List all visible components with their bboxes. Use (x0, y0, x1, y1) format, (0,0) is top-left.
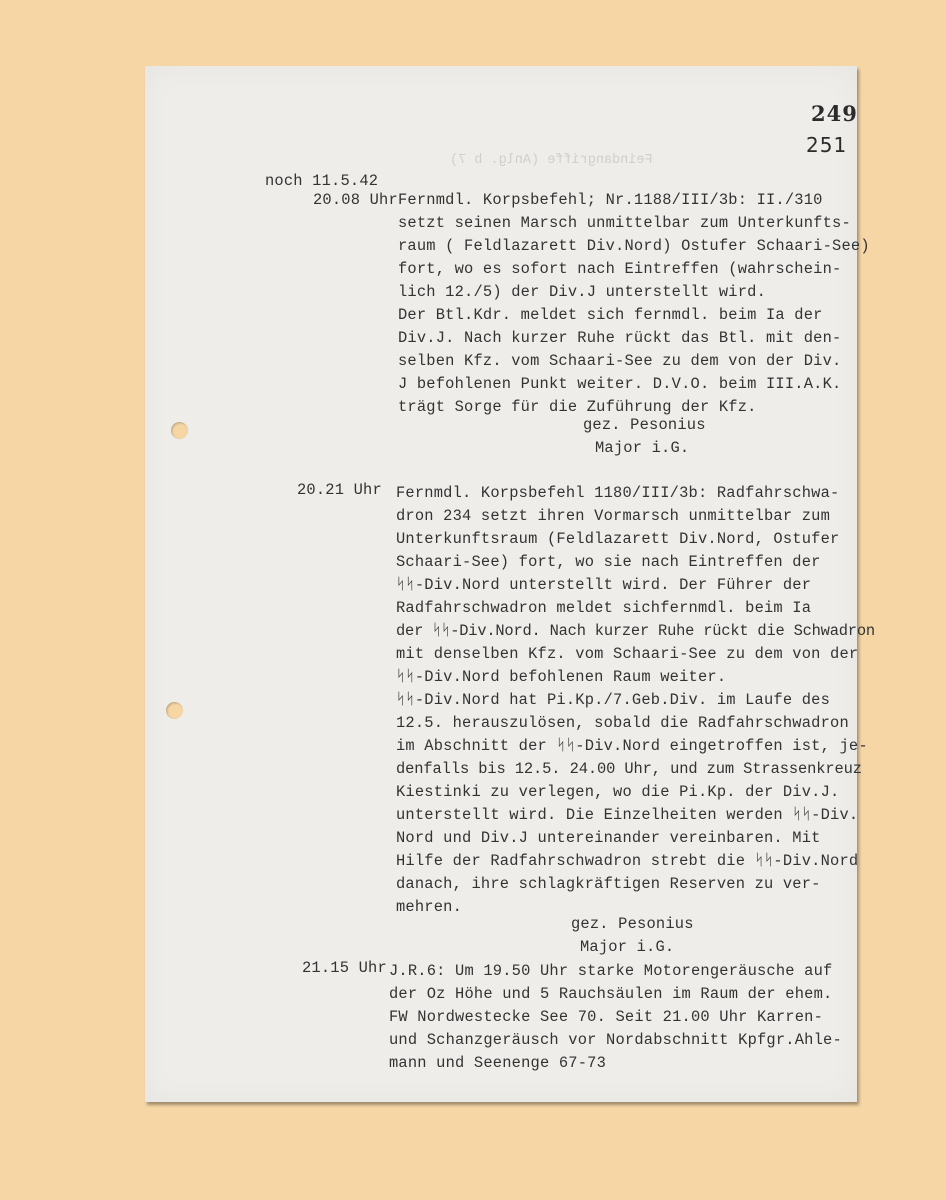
entry-line: selben Kfz. vom Schaari-See zu dem von der Div. (398, 352, 842, 370)
entry-line: Der Btl.Kdr. meldet sich fernmdl. beim Ia der (398, 306, 823, 324)
entry-line: mit denselben Kfz. vom Schaari-See zu dem von der (396, 645, 859, 663)
entry-line: fort, wo es sofort nach Eintreffen (wahrschein- (398, 260, 842, 278)
entry-line: mann und Seenenge 67-73 (389, 1054, 607, 1072)
entry-line: lich 12./5) der Div.J unterstellt wird. (398, 283, 766, 301)
punch-hole-lower (166, 702, 183, 719)
entry-line: raum ( Feldlazarett Div.Nord) Ostufer Schaari-See) (398, 237, 870, 255)
signature-rank: Major i.G. (595, 439, 690, 457)
entry-time: 20.21 Uhr (297, 481, 382, 499)
entry-line: setzt seinen Marsch unmittelbar zum Unterkunfts- (398, 214, 851, 232)
entry-line: danach, ihre schlagkräftigen Reserven zu ver- (396, 875, 821, 893)
entry-line: Radfahrschwadron meldet sichfernmdl. beim Ia (396, 599, 812, 617)
page-number-written: 251 (806, 133, 848, 157)
entry-line: FW Nordwestecke See 70. Seit 21.00 Uhr Karren- (389, 1008, 824, 1026)
signature-name: gez. Pesonius (583, 416, 706, 434)
entry-line: Unterkunftsraum (Feldlazarett Div.Nord, Ostufer (396, 530, 840, 548)
entry-line: trägt Sorge für die Zuführung der Kfz. (398, 398, 757, 416)
entry-time: 21.15 Uhr (302, 959, 387, 977)
entry-line: Nord und Div.J untereinander vereinbaren. Mit (396, 829, 821, 847)
entry-line: dron 234 setzt ihren Vormarsch unmittelbar zum (396, 507, 831, 525)
entry-line: ᛋᛋ-Div.Nord befohlenen Raum weiter. (396, 668, 727, 686)
entry-line: und Schanzgeräusch vor Nordabschnitt Kpfgr.Ahle- (389, 1031, 842, 1049)
entry-line: Fernmdl. Korpsbefehl; Nr.1188/III/3b: II./310 (398, 191, 823, 209)
entry-line: unterstellt wird. Die Einzelheiten werden ᛋᛋ-Div. (396, 806, 859, 824)
date-heading: noch 11.5.42 (265, 172, 379, 190)
entry-line: der Oz Höhe und 5 Rauchsäulen im Raum der ehem. (389, 985, 833, 1003)
entry-line: der ᛋᛋ-Div.Nord. Nach kurzer Ruhe rückt die Schwadron (396, 622, 875, 640)
entry-line: denfalls bis 12.5. 24.00 Uhr, und zum Strassenkreuz (396, 760, 862, 778)
entry-line: Schaari-See) fort, wo sie nach Eintreffen der (396, 553, 821, 571)
entry-line: ᛋᛋ-Div.Nord unterstellt wird. Der Führer der (396, 576, 812, 594)
entry-line: Div.J. Nach kurzer Ruhe rückt das Btl. mit den- (398, 329, 842, 347)
signature-rank: Major i.G. (580, 938, 675, 956)
entry-line: im Abschnitt der ᛋᛋ-Div.Nord eingetroffen ist, je- (396, 737, 868, 755)
page-number-stamped: 249 (811, 101, 858, 126)
entry-line: J befohlenen Punkt weiter. D.V.O. beim III.A.K. (398, 375, 842, 393)
entry-line: mehren. (396, 898, 463, 916)
entry-line: Kiestinki zu verlegen, wo die Pi.Kp. der Div.J. (396, 783, 840, 801)
punch-hole-upper (171, 422, 188, 439)
entry-line: Hilfe der Radfahrschwadron strebt die ᛋᛋ-Div.Nord (396, 852, 859, 870)
entry-line: J.R.6: Um 19.50 Uhr starke Motorengeräusche auf (389, 962, 833, 980)
entry-line: Fernmdl. Korpsbefehl 1180/III/3b: Radfahrschwa- (396, 484, 840, 502)
entry-line: 12.5. herauszulösen, sobald die Radfahrschwadron (396, 714, 849, 732)
signature-name: gez. Pesonius (571, 915, 694, 933)
entry-line: ᛋᛋ-Div.Nord hat Pi.Kp./7.Geb.Div. im Laufe des (396, 691, 831, 709)
show-through-text: Feindangriffe (Anlg. b 7) (450, 153, 653, 168)
entry-time: 20.08 Uhr (313, 191, 398, 209)
